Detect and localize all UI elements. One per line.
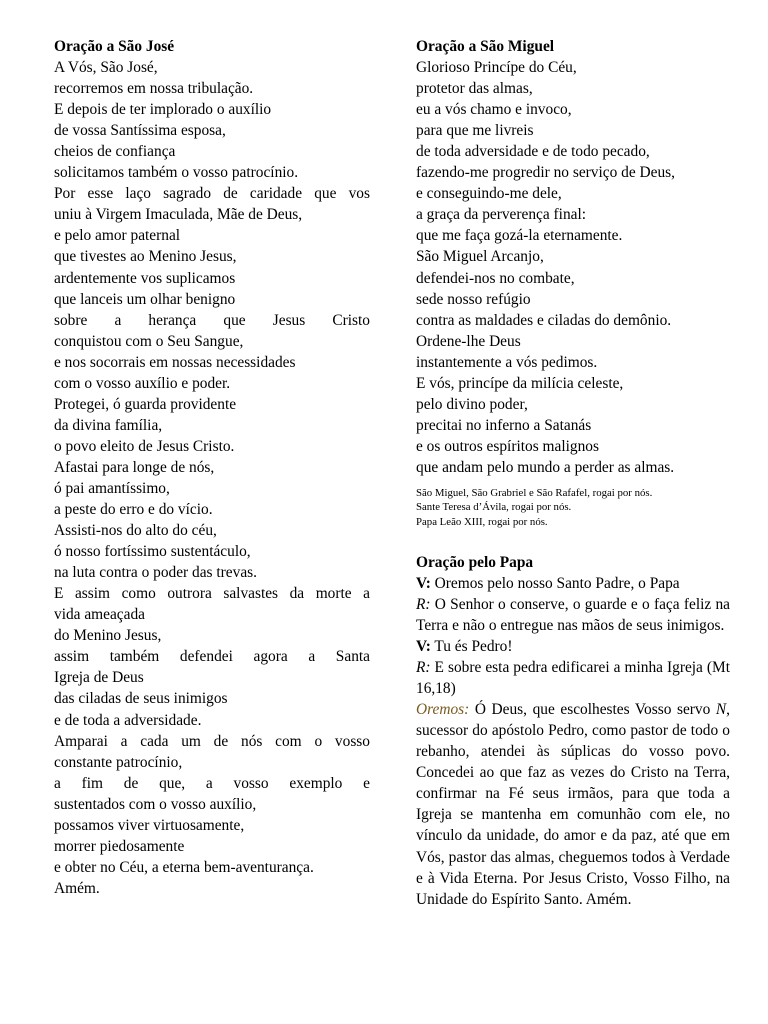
text-line: Igreja de Deus xyxy=(54,669,144,687)
invocations xyxy=(416,486,730,529)
versicle-1: V: Oremos pelo nosso Santo Padre, o Papa xyxy=(416,574,680,592)
text-line: defendei-nos no combate, xyxy=(416,269,575,287)
prayer-sao-jose xyxy=(54,57,370,899)
text-line: para que me livreis xyxy=(416,122,534,140)
title-sao-jose: Oração a São José xyxy=(54,38,175,55)
text-line: E depois de ter implorado o auxílio xyxy=(54,101,272,119)
text-line: precitai no inferno a Satanás xyxy=(416,416,592,434)
column-left xyxy=(54,36,370,899)
response-2: R: E sobre esta pedra edificarei a minha Igreja (Mt 16,18) xyxy=(416,659,730,698)
text-line: ó pai amantíssimo, xyxy=(54,479,170,497)
text-line: e pelo amor paternal xyxy=(54,227,181,245)
text-line: de vossa Santíssima esposa, xyxy=(54,122,226,140)
prayer-sao-miguel xyxy=(416,57,730,478)
text-line: o povo eleito de Jesus Cristo. xyxy=(54,437,235,455)
title-papa: Oração pelo Papa xyxy=(416,553,534,571)
text-line: uniu à Virgem Imaculada, Mãe de Deus, xyxy=(54,206,303,224)
text-line: ardentemente vos suplicamos xyxy=(54,269,236,287)
text-line: das ciladas de seus inimigos xyxy=(54,690,228,708)
text-line: Ordene-lhe Deus xyxy=(416,332,521,350)
text-line: possamos viver virtuosamente, xyxy=(54,816,245,834)
text-line: São Miguel Arcanjo, xyxy=(416,248,544,266)
text-line: da divina família, xyxy=(54,416,163,434)
text-line: morrer piedosamente xyxy=(54,837,185,855)
text-line: do Menino Jesus, xyxy=(54,627,162,645)
text-line: contra as maldades e ciladas do demônio. xyxy=(416,311,672,329)
text-line: que andam pelo mundo a perder as almas. xyxy=(416,458,675,476)
text-line: e obter no Céu, a eterna bem-aventurança. xyxy=(54,858,314,876)
text-line: e conseguindo-me dele, xyxy=(416,185,562,203)
response-1: R: O Senhor o conserve, o guarde e o faça feliz na Terra e não o entregue nas mãos de seus inimigos. xyxy=(416,595,730,635)
text-line: a peste do erro e do vício. xyxy=(54,501,213,519)
text-line: instantemente a vós pedimos. xyxy=(416,353,598,371)
column-right xyxy=(416,36,730,910)
text-line: cheios de confiança xyxy=(54,143,176,161)
text-line: que lanceis um olhar benigno xyxy=(54,290,236,308)
text-line: e de toda a adversidade. xyxy=(54,711,202,729)
invocation-line: Sante Teresa d’Ávila, rogai por nós. xyxy=(416,501,572,514)
text-line: A Vós, São José, xyxy=(54,59,158,77)
oremos-paragraph: Oremos: Ó Deus, que escolhestes Vosso servo N, sucessor do apóstolo Pedro, como pastor de todo o rebanho, atendei às súplicas do vosso povo. Concedei ao que faz as vezes do Cristo na Terra, confirmar na Fé seus irmãos, para que toda a Igreja se mantenha em comunhão com ele, no vínculo da unidade, do amor e da paz, até que em Vós, pastor das almas, cheguemos todos à Verdade e à Vida Eterna. Por Jesus Cristo, Vosso Filho, na Unidade do Espírito Santo. Amém. xyxy=(416,701,730,908)
text-line: Assisti-nos do alto do céu, xyxy=(54,522,217,540)
text-line: assim também defendei agora a Santa xyxy=(54,648,370,666)
text-line: ó nosso fortíssimo sustentáculo, xyxy=(54,543,251,561)
text-line: conquistou com o Seu Sangue, xyxy=(54,332,244,350)
title-sao-miguel: Oração a São Miguel xyxy=(416,38,555,55)
text-line: Amparai a cada um de nós com o vosso xyxy=(54,732,370,750)
text-line: E assim como outrora salvastes da morte a xyxy=(54,585,370,603)
text-line: na luta contra o poder das trevas. xyxy=(54,564,257,582)
prayer-papa xyxy=(416,552,730,910)
text-line: de toda adversidade e de todo pecado, xyxy=(416,143,650,161)
text-line: a fim de que, a vosso exemplo e xyxy=(54,774,370,792)
text-line: sustentados com o vosso auxílio, xyxy=(54,795,257,813)
invocation-line: São Miguel, São Grabriel e São Rafafel, rogai por nós. xyxy=(416,486,653,499)
text-line: constante patrocínio, xyxy=(54,753,183,771)
versicle-2: V: Tu és Pedro! xyxy=(416,638,513,656)
invocation-line: Papa Leão XIII, rogai por nós. xyxy=(416,515,548,528)
text-line: E vós, princípe da milícia celeste, xyxy=(416,374,624,392)
text-line: pelo divino poder, xyxy=(416,395,528,413)
text-line: eu a vós chamo e invoco, xyxy=(416,101,572,119)
text-line: sede nosso refúgio xyxy=(416,290,531,308)
text-line: Glorioso Princípe do Céu, xyxy=(416,59,577,77)
text-line: vida ameaçada xyxy=(54,606,145,624)
text-line: recorremos em nossa tribulação. xyxy=(54,80,254,98)
text-line: com o vosso auxílio e poder. xyxy=(54,374,231,392)
text-line: a graça da perverença final: xyxy=(416,206,587,224)
text-line: e os outros espíritos malignos xyxy=(416,437,599,455)
text-line: que me faça gozá-la eternamente. xyxy=(416,227,623,245)
text-line: sobre a herança que Jesus Cristo xyxy=(54,311,370,329)
text-line: Afastai para longe de nós, xyxy=(54,458,215,476)
text-line: solicitamos também o vosso patrocínio. xyxy=(54,164,299,182)
text-line: Por esse laço sagrado de caridade que vos xyxy=(54,185,370,203)
text-line: Amém. xyxy=(54,879,100,897)
text-line: e nos socorrais em nossas necessidades xyxy=(54,353,296,371)
text-line: protetor das almas, xyxy=(416,80,533,98)
text-line: Protegei, ó guarda providente xyxy=(54,395,237,413)
text-line: que tivestes ao Menino Jesus, xyxy=(54,248,237,266)
text-line: fazendo-me progredir no serviço de Deus, xyxy=(416,164,675,182)
